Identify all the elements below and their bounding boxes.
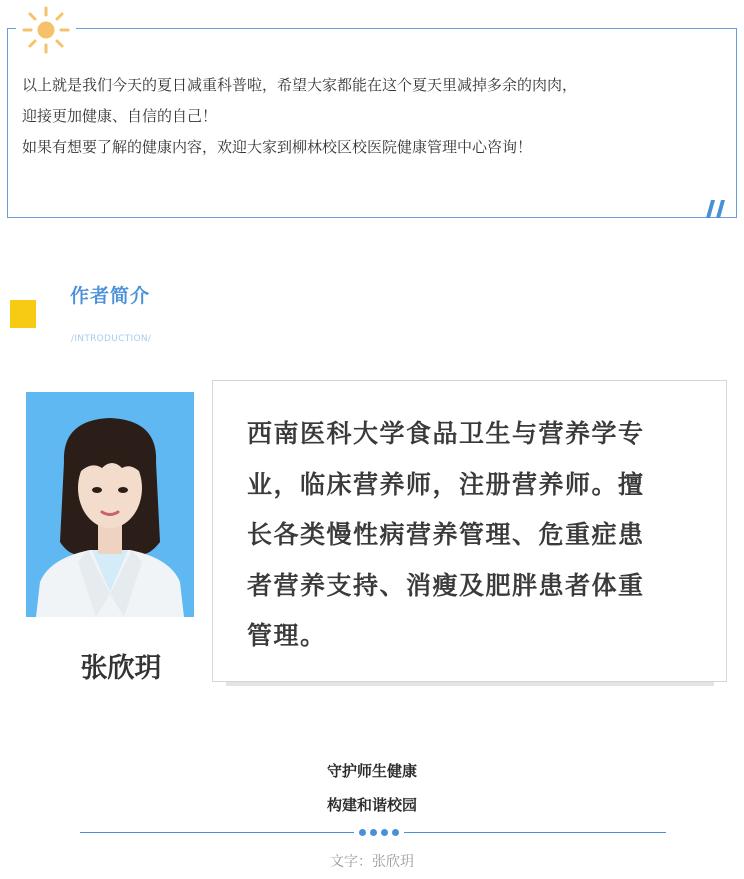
author-photo (26, 392, 194, 617)
section-marker (10, 300, 36, 328)
sun-icon (20, 4, 72, 56)
quote-mark-icon (705, 200, 727, 218)
divider-dot (381, 829, 388, 836)
section-subtitle: /INTRODUCTION/ (71, 334, 152, 344)
author-name: 张欣玥 (80, 653, 162, 684)
bio-card (212, 380, 727, 682)
notice-line-2: 迎接更加健康、自信的自己！ (22, 107, 218, 125)
slogan-line-1: 守护师生健康 (326, 762, 417, 780)
portrait-illustration (26, 392, 194, 617)
slogan-line-2: 构建和谐校园 (326, 796, 417, 814)
section-title: 作者简介 (70, 285, 151, 307)
notice-text (22, 70, 722, 163)
divider-left (80, 832, 354, 833)
bio-text: 西南医科大学食品卫生与营养学专业，临床营养师，注册营养师。擅长各类慢性病营养管理、危重症患者营养支持、消瘦及肥胖患者体重管理。 (247, 419, 645, 650)
divider-dot (370, 829, 377, 836)
divider-dot (392, 829, 399, 836)
divider-dot (359, 829, 366, 836)
notice-line-3: 如果有想要了解的健康内容，欢迎大家到柳林校区校医院健康管理中心咨询！ (22, 138, 533, 156)
divider-right (404, 832, 666, 833)
divider-dots (359, 829, 399, 837)
notice-line-1: 以上就是我们今天的夏日减重科普啦，希望大家都能在这个夏天里减掉多余的肉肉， (22, 76, 578, 94)
text-credit: 文字：张欣玥 (330, 854, 414, 870)
